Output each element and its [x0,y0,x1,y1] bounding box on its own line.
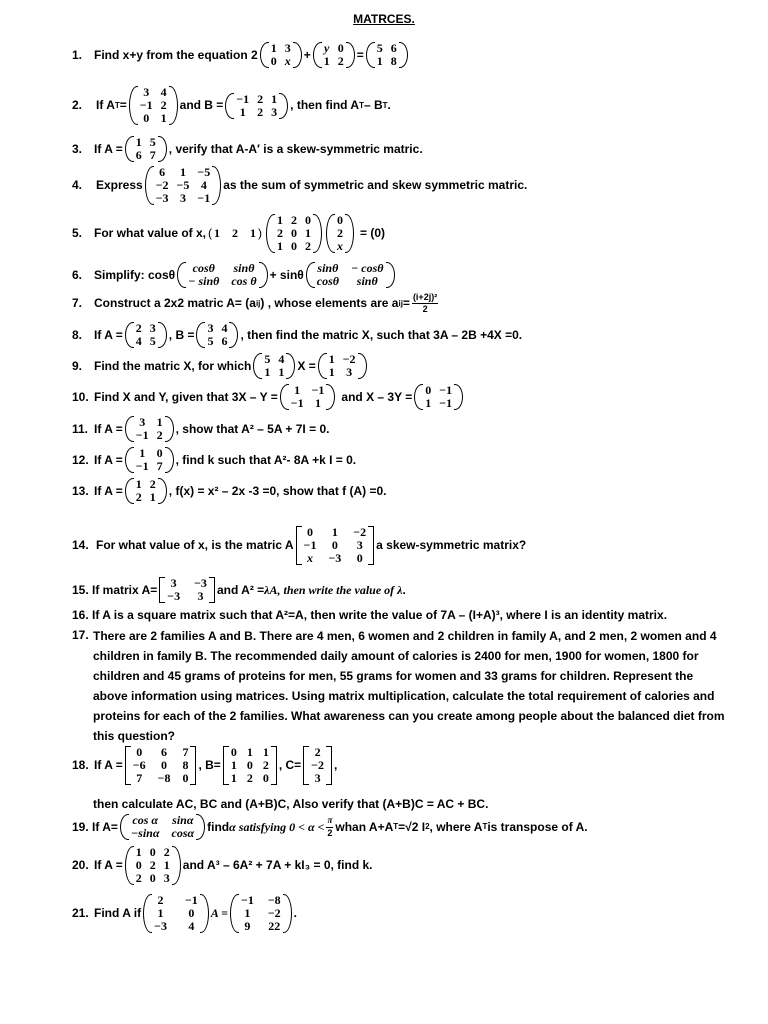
matrix: −1 −8 1 −2 9 22 [230,894,292,933]
question-14: 14. For what value of x, is the matric A 0 1 −2 −1 0 3 x −3 0 a skew-symmetric matrix? [72,525,527,565]
question-13: 13. If A = 1 2 2 1 , f(x) = x² – 2x -3 =0, show that f (A) =0. [72,477,387,504]
matrix: 6 1 −5 −2 −5 4 −3 3 −1 [145,166,222,205]
matrix: sinθ − cosθ cosθ sinθ [306,262,395,288]
matrix: 1 −2 1 3 [318,353,367,379]
question-11: 11. If A = 3 1 −1 2 , show that A² – 5A + 7I = 0. [72,415,330,442]
matrix: 1 −1 −1 1 [280,384,336,410]
question-17: There are 2 families A and B. There are 4 men, 6 women and 2 children in family A, and 2 men, 2 women and 4 children in family B. The recommended daily amount of calories is 2400 for men, 1900 for women, 1800 for children and 45 grams of proteins for men, 55 grams for women and 33 grams for children. Represent the above information using matrices. Using matrix multiplication, calculate the total requirement of calories and proteins for each of the 2 families. What awareness can you create among people about the balanced diet from this question? [93,629,725,743]
matrix-a: 0 6 7 −6 0 8 7 −8 0 [125,746,197,785]
question-18: 18. If A = 0 6 7 −6 0 8 7 −8 0 , B= 0 1 1 1 0 2 1 2 0 , C= 2 −2 3 , [72,745,338,785]
fraction: $\frac{\text{(i+2j)²}}{2}$ [412,292,438,315]
matrix-b: 0 1 1 1 0 2 1 2 0 [223,746,277,785]
question-6: 6. Simplify: cosθ cosθ sinθ − sinθ cos θ + sinθ sinθ − cosθ cosθ sinθ [72,262,728,288]
question-17-number: 17. [72,628,89,642]
matrix: 1 3 0 x [260,42,302,68]
question-9: 9. Find the matric X, for which 5 4 1 1 X = 1 −2 1 3 [72,353,728,379]
matrix: 5 4 1 1 [253,353,295,379]
page-title: MATRCES. [353,12,415,26]
matrix-b: −1 2 1 1 2 3 [225,93,288,119]
question-8: 8. If A = 2 3 4 5 , B = 3 4 5 6 , then find the matric X, such that 3A – 2B +4X =0. [72,321,523,348]
question-4: 4. Express 6 1 −5 −2 −5 4 −3 3 −1 as the sum of symmetric and skew symmetric matric. [72,165,528,205]
question-12: 12. If A = 1 0 −1 7 , find k such that A²- 8A +k I = 0. [72,446,357,473]
question-5: 5. For what value of x, ( 1 2 1 ) 1 2 0 2 0 1 1 0 2 0 2 x = (0) [72,213,386,253]
matrix-a: 2 3 4 5 [125,322,167,348]
question-7: 7. Construct a 2x2 matric A= (a ij ) , whose elements are a ij = $\frac{\text{(i+2j)²}}{2}$ [72,292,438,315]
matrix: cosθ sinθ − sinθ cos θ [177,262,267,288]
question-3: 3. If A = 1 5 6 7 , verify that A-A′ is a skew-symmetric matric. [72,135,423,162]
matrix: 1 0 −1 7 [125,447,174,473]
matrix: 1 0 2 0 2 1 2 0 3 [125,846,181,885]
matrix: 3 −3 −3 3 [159,577,215,603]
column-vector: 0 2 x [326,214,354,253]
question-20: 20. If A = 1 0 2 0 2 1 2 0 3 and A³ – 6A² + 7A + kI₃ = 0, find k. [72,845,373,885]
matrix: 1 2 2 1 [125,478,167,504]
matrix: 1 2 0 2 0 1 1 0 2 [266,214,322,253]
matrix-c: 2 −2 3 [303,746,332,785]
matrix: 1 5 6 7 [125,136,167,162]
question-18-line2: then calculate AC, BC and (A+B)C, Also verify that (A+B)C = AC + BC. [93,797,489,811]
question-2: 2. If A T = 3 4 −1 2 0 1 and B = −1 2 1 1 2 3 , then find A T – B T . [72,85,391,125]
matrix: 2 −1 1 0 −3 4 [143,894,209,933]
question-1: 1. Find x+y from the equation 2 1 3 0 x + y 0 1 2 = 5 6 1 8 [72,42,728,68]
row-vector: ( 1 2 1 ) [208,225,263,240]
matrix: 5 6 1 8 [366,42,408,68]
matrix: 0 −1 1 −1 [414,384,463,410]
matrix-a-transpose: 3 4 −1 2 0 1 [129,86,178,125]
question-10: 10. Find X and Y, given that 3X – Y = 1 −1 −1 1 and X – 3Y = 0 −1 1 −1 [72,384,728,410]
matrix: 0 1 −2 −1 0 3 x −3 0 [296,526,375,565]
question-16: 16. If A is a square matrix such that A²=A, then write the value of 7A – (I+A)³, where I is an identity matrix. [72,608,668,622]
matrix: y 0 1 2 [313,42,355,68]
question-19: 19. If A= cos α sinα −sinα cosα find α satisfying 0 < α < $\frac{\pi}{2}$ whan A+A T =√2 I 2 , where A T is transpose of A. [72,813,588,840]
fraction: $\frac{\pi}{2}$ [327,815,333,838]
matrix: 3 1 −1 2 [125,416,174,442]
question-15: 15. If matrix A= 3 −3 −3 3 and A² = λA, then write the value of λ . [72,576,406,603]
matrix: cos α sinα −sinα cosα [120,814,205,840]
question-21: 21. Find A if 2 −1 1 0 −3 4 A = −1 −8 1 −2 9 22 . [72,893,298,933]
matrix-b: 3 4 5 6 [196,322,238,348]
